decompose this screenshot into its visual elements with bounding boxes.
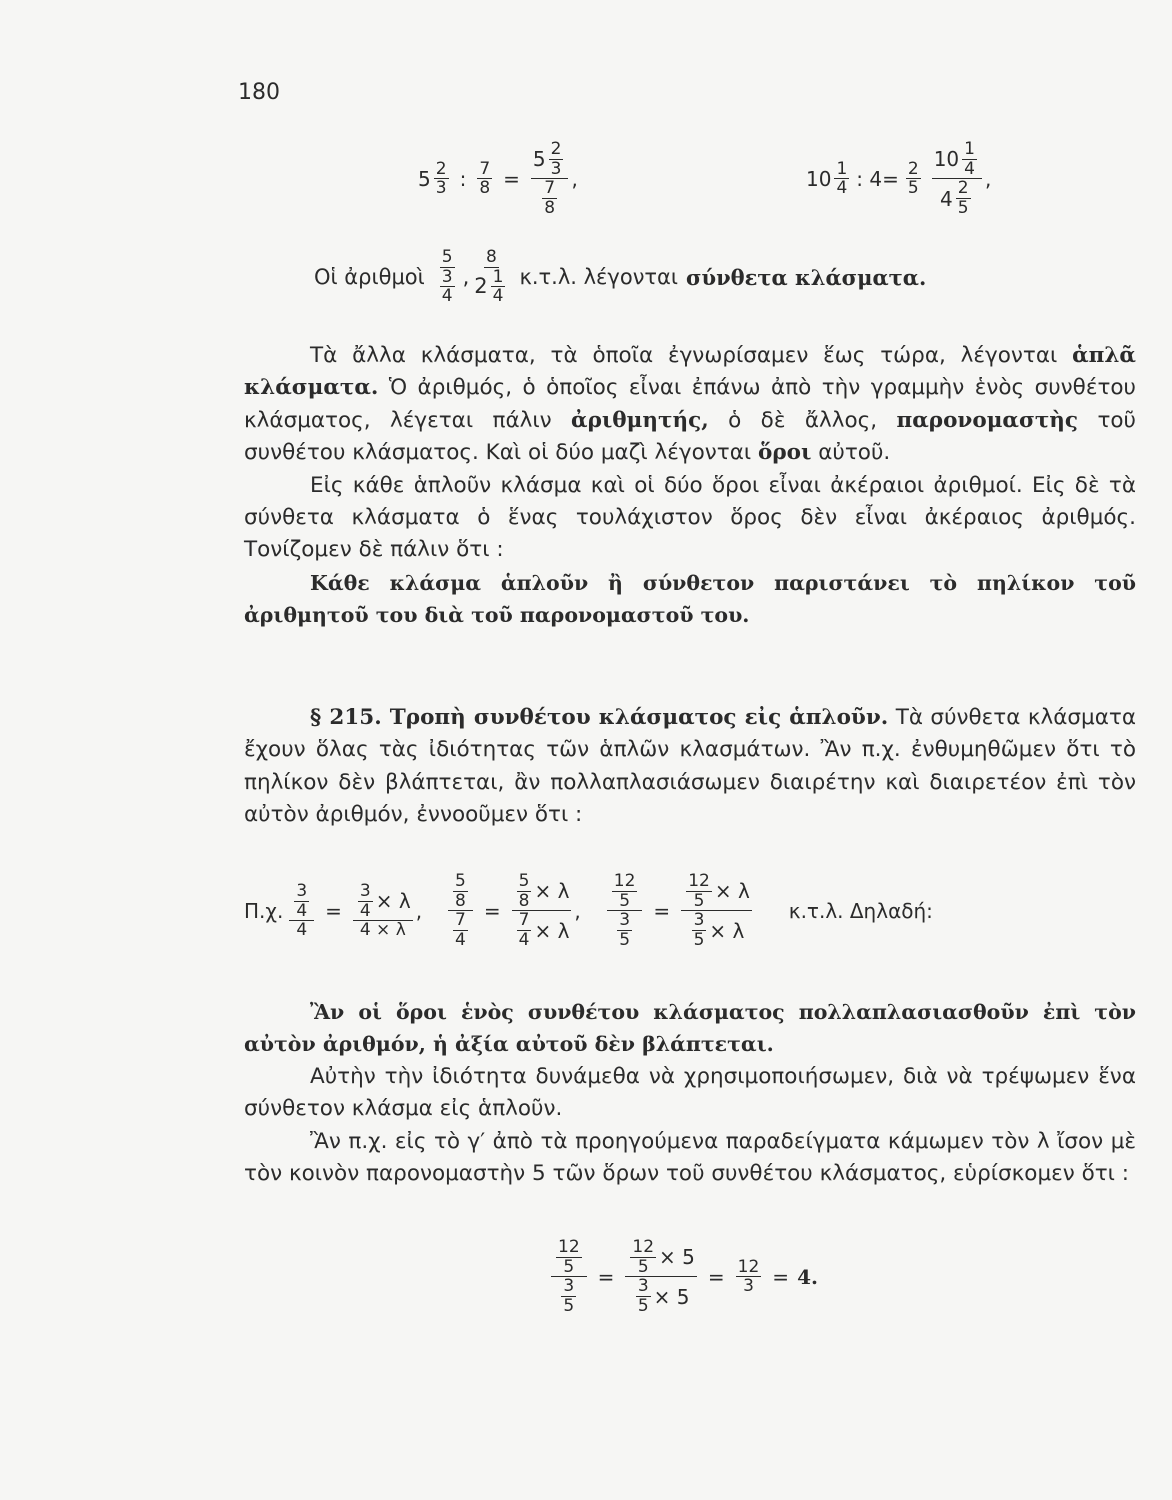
composite-fraction: $\frac{12}{5}$ × 5 $\frac{3}{5}$ × 5	[625, 1238, 696, 1316]
paragraph-simple-fractions: Τὰ ἄλλα κλάσματα, τὰ ὁποῖα ἐγνωρίσαμεν ἕως τώρα, λέγονται ἁπλᾶ κλάσματα. Ὁ ἀριθμός, ὁ ὁποῖος εἶναι ἐπάνω ἀπὸ τὴν γραμμὴν ἑνὸς συνθέτου κλάσματος, λέγεται πάλιν ἀριθμητής, ὁ δὲ ἄλλος, παρονομαστὴς τοῦ συνθέτου κλάσματος. Καὶ οἱ δύο μαζὶ λέγονται ὅροι αὐτοῦ.	[244, 343, 1136, 466]
section-215	[244, 702, 1136, 832]
fraction: $\frac{2}{5}$	[907, 158, 919, 199]
page-number: 180	[238, 80, 280, 105]
example-fraction: $\frac{5}{8}$ × λ $\frac{7}{4}$ × λ	[512, 872, 572, 950]
whole-number: 5	[418, 166, 431, 191]
examples-row: Π.χ. $\frac{\frac{3}{4}}{4}$ = $\frac{3}{4}$ × λ 4 × λ , $\frac{\frac{5}{8}}{\frac{7}{4}}$ = $\frac{5}{8}$ × λ $\frac{7}{4}$ × λ , $\frac{\frac{12}{5}}{\frac{3}{5}}$ = $\frac{12}{5}$ × λ $\frac{3}{5}$ × λ κ.τ.λ. Δηλαδή:	[244, 871, 933, 951]
composite-fraction: $\frac{\frac{12}{5}}{\frac{3}{5}}$	[551, 1238, 587, 1316]
rule-multiplication: Ἂν οἱ ὅροι ἑνὸς συνθέτου κλάσματος πολλαπλασιασθοῦν ἐπὶ τὸν αὐτὸν ἀριθμόν, ἡ ἀξία αὐτοῦ δὲν βλάπτεται.	[244, 1000, 1136, 1057]
example-fraction: $\frac{3}{4}$ × λ 4 × λ	[353, 882, 413, 940]
text-block-2	[244, 996, 1136, 1190]
composite-fraction: $\frac{5}{\frac{3}{4}}$	[441, 247, 453, 307]
section-title: § 215. Τροπὴ συνθέτου κλάσματος εἰς ἁπλοῦν.	[310, 705, 889, 730]
composite-fraction: 10 $\frac{1}{4}$ 4 $\frac{2}{5}$	[932, 140, 982, 218]
example-fraction: $\frac{\frac{5}{8}}{\frac{7}{4}}$	[448, 872, 473, 950]
result-value: 4.	[797, 1264, 818, 1289]
rule-quotient: Κάθε κλάσμα ἁπλοῦν ἢ σύνθετον παριστάνει τὸ πηλίκον τοῦ ἀριθμητοῦ του διὰ τοῦ παρονομαστοῦ του.	[244, 570, 1136, 628]
fraction: $\frac{7}{8}$	[479, 158, 491, 199]
fraction: $\frac{2}{3}$	[435, 158, 447, 199]
example-fraction: $\frac{12}{5}$ × λ $\frac{3}{5}$ × λ	[681, 872, 752, 950]
composite-fraction: 5 $\frac{2}{3}$ $\frac{7}{8}$	[531, 140, 569, 218]
example-fraction: $\frac{\frac{12}{5}}{\frac{3}{5}}$	[607, 872, 643, 950]
composite-fraction: 8 2 $\frac{1}{4}$	[474, 247, 504, 307]
paragraph-property-use: Αὐτὴν τὴν ἰδιότητα δυνάμεθα νὰ χρησιμοποιήσωμεν, διὰ νὰ τρέψωμεν ἕνα σύνθετον κλάσμα εἰς ἁπλοῦν.	[244, 1063, 1136, 1122]
equation-2: 10 $\frac{1}{4}$ : 4= $\frac{2}{5}$ 10 $\frac{1}{4}$ 4 $\frac{2}{5}$ ,	[806, 139, 992, 219]
example-fraction: $\frac{\frac{3}{4}}{4}$	[289, 882, 314, 940]
paragraph-integer-terms: Εἰς κάθε ἁπλοῦν κλάσμα καὶ οἱ δύο ὅροι εἶναι ἀκέραιοι ἀριθμοί. Εἰς δὲ τὰ σύνθετα κλάσματα ὁ ἕνας τουλάχιστον ὅρος δὲν εἶναι ἀκέραιος ἀριθμός. Τονίζομεν δὲ πάλιν ὅτι :	[244, 472, 1136, 563]
paragraph-example-gamma: Ἂν π.χ. εἰς τὸ γ′ ἀπὸ τὰ προηγούμενα παραδείγματα κάμωμεν τὸν λ ἴσον μὲ τὸν κοινὸν παρονομαστὴν 5 τῶν ὅρων τοῦ συνθέτου κλάσματος, εὑρίσκομεν ὅτι :	[244, 1128, 1136, 1187]
fraction: $\frac{1}{4}$	[836, 158, 848, 199]
final-equation: $\frac{\frac{12}{5}}{\frac{3}{5}}$ = $\frac{12}{5}$ × 5 $\frac{3}{5}$ × 5 = $\frac{12}{3}$ = 4.	[548, 1238, 818, 1316]
composite-fractions-line: Οἱ ἀριθμοὶ $\frac{5}{\frac{3}{4}}$ , 8 2 $\frac{1}{4}$ κ.τ.λ. λέγονται σύνθετα κλάσματα.	[314, 247, 927, 307]
section-paragraph: § 215. Τροπὴ συνθέτου κλάσματος εἰς ἁπλοῦν. Τὰ σύνθετα κλάσματα ἔχουν ὅλας τὰς ἰδιότητας τῶν ἁπλῶν κλασμάτων. Ἂν π.χ. ἐνθυμηθῶμεν ὅτι τὸ πηλίκον δὲν βλάπτεται, ἂν πολλαπλασιάσωμεν διαιρέτην καὶ διαιρετέον ἐπὶ τὸν αὐτὸν ἀριθμόν, ἐννοοῦμεν ὅτι :	[244, 705, 1136, 828]
simple-fraction: $\frac{12}{3}$	[737, 1256, 760, 1297]
text-block-1	[244, 340, 1136, 632]
equation-1: 5 $\frac{2}{3}$ : $\frac{7}{8}$ = 5 $\frac{2}{3}$ $\frac{7}{8}$ ,	[418, 139, 578, 219]
